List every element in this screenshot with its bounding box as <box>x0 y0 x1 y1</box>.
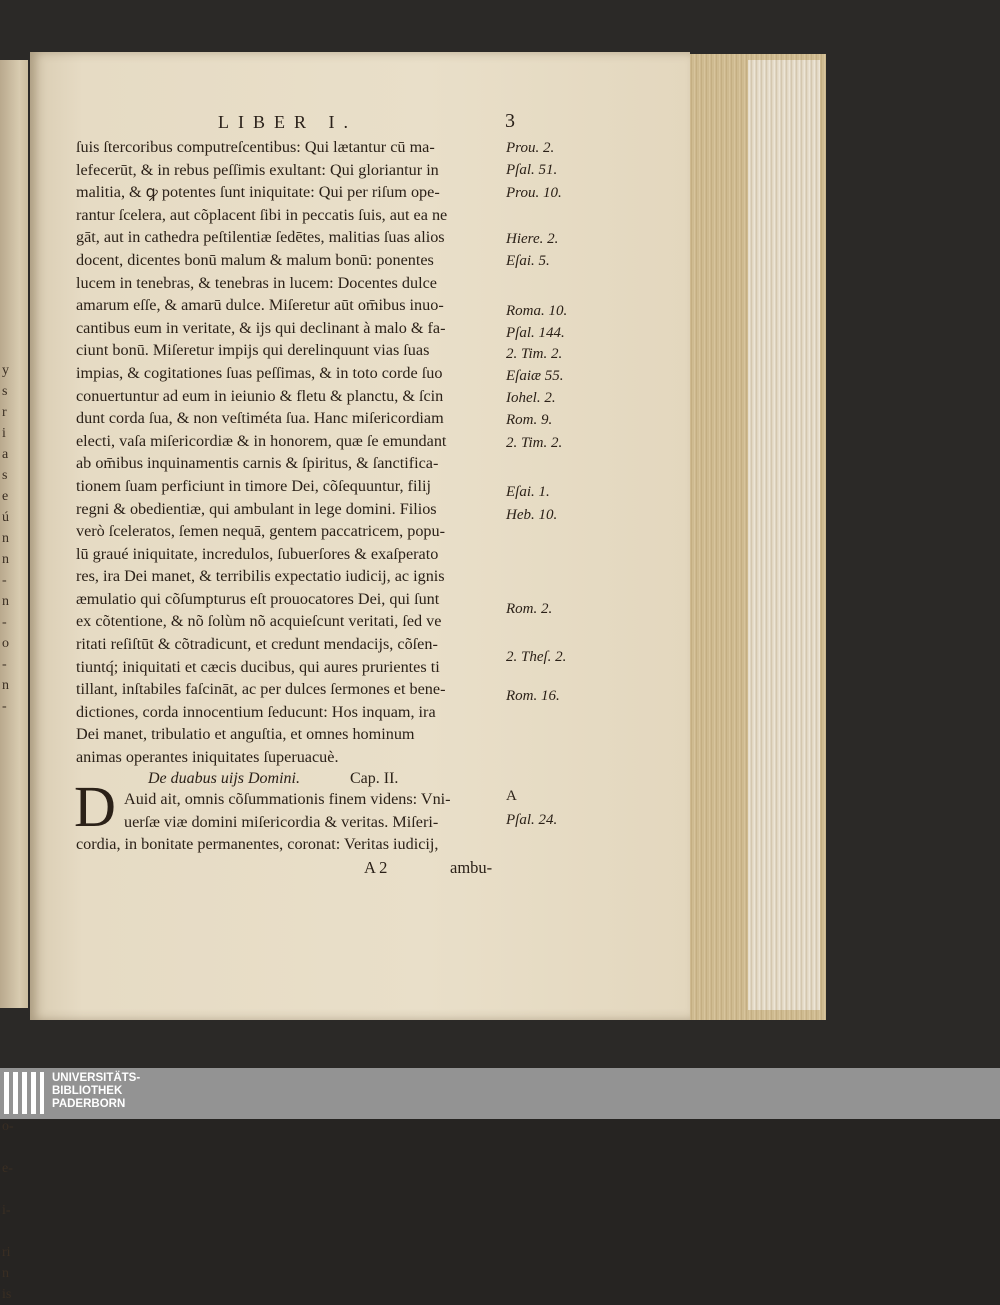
prev-page-fragment <box>2 1011 24 1032</box>
margin-note: 2. Theſ. 2. <box>506 649 567 665</box>
text-line: lucem in tenebras, & tenebras in lucem: Docentes dulce <box>76 273 437 292</box>
drop-capital: D <box>74 774 116 839</box>
text-line: ciunt bonū. Miſeretur impijs qui derelinquunt vias ſuas <box>76 341 430 360</box>
library-name-line-2: BIBLIOTHEK <box>52 1085 123 1097</box>
margin-note: Eſaiæ 55. <box>506 368 564 384</box>
margin-note: Pſal. 24. <box>506 812 558 828</box>
margin-note: Pſal. 51. <box>506 162 558 178</box>
chapter-title: De duabus uijs Domini. <box>148 770 300 787</box>
prev-page-fragment: - <box>2 657 7 672</box>
text-line: lefecerūt, & in rebus peſſimis exultant: Qui gloriantur in <box>76 160 439 179</box>
prev-page-fragment: n <box>2 678 9 693</box>
library-name <box>52 1072 140 1111</box>
text-line: conuertuntur ad eum in ieiunio & fletu & planctu, & ſcin <box>76 386 444 405</box>
text-line: verò ſceleratos, ſemen nequā, gentem paccatricem, popu- <box>76 522 445 541</box>
prev-page-fragment <box>2 759 24 780</box>
main-text-block <box>76 136 516 769</box>
text-line: dictiones, corda innocentium ſeducunt: Hos inquam, ira <box>76 702 436 721</box>
text-line: res, ira Dei manet, & terribilis expectatio iudicij, ac ignis <box>76 567 445 586</box>
prev-page-fragment: n <box>2 531 9 546</box>
chapter-heading <box>148 770 398 788</box>
chapter-text-line: cordia, in bonitate permanentes, coronat: Veritas iudicij, <box>76 835 439 854</box>
catchword: ambu- <box>450 858 493 877</box>
prev-page-fragment <box>2 843 24 864</box>
prev-page-fragment: - <box>2 573 7 588</box>
prev-page-fragment <box>2 1221 24 1242</box>
text-line: ritati reſiſtūt & cõtradicunt, et credunt mendacijs, cõſen- <box>76 635 438 654</box>
margin-note: Rom. 9. <box>506 412 553 428</box>
text-line: docent, dicentes bonū malum & malum bonū: ponentes <box>76 250 434 269</box>
prev-page-fragment: i <box>2 426 6 441</box>
library-name-line-3: PADERBORN <box>52 1098 126 1110</box>
prev-page-fragment <box>2 801 24 822</box>
text-line: tillant, inſtabiles faſcināt, ac per dulces ſermones et bene- <box>76 680 446 699</box>
prev-page-fragment: ri <box>2 1245 11 1260</box>
prev-page-fragment <box>2 1137 24 1158</box>
prev-page-fragment <box>2 1032 24 1053</box>
prev-page-fragment <box>2 906 24 927</box>
previous-page-text-fragments <box>2 360 24 1305</box>
text-line: lū graué iniquitate, incredulos, ſubuerſores & exaſperato <box>76 544 439 563</box>
prev-page-fragment <box>2 990 24 1011</box>
prev-page-fragment <box>2 780 24 801</box>
text-line: animas operantes iniquitates ſuperuacuè. <box>76 748 339 767</box>
prev-page-fragment: n <box>2 552 9 567</box>
margin-note: Rom. 2. <box>506 601 553 617</box>
page-number: 3 <box>505 110 515 132</box>
prev-page-fragment: - <box>2 699 7 714</box>
margin-note: Roma. 10. <box>506 303 568 319</box>
text-line: ex cõtentione, & nõ ſolùm nõ acquieſcunt veritati, ſed ve <box>76 612 442 631</box>
signature-mark: A 2 <box>364 858 388 877</box>
prev-page-fragment <box>2 927 24 948</box>
text-line: regni & obedientiæ, qui ambulant in lege domini. Filios <box>76 499 437 518</box>
text-line: tionem ſuam perficiunt in timore Dei, cõſequuntur, filij <box>76 476 431 495</box>
margin-note: Rom. 16. <box>506 688 560 704</box>
margin-note: Prou. 10. <box>506 185 562 201</box>
text-line: cantibus eum in veritate, & ijs qui declinant à malo & fa- <box>76 318 446 337</box>
chapter-number: Cap. II. <box>350 770 399 787</box>
prev-page-fragment: o <box>2 636 9 651</box>
prev-page-fragment <box>2 885 24 906</box>
prev-page-fragment <box>2 969 24 990</box>
text-line: gāt, aut in cathedra peſtilentiæ ſedētes, malitias ſuas alios <box>76 228 445 247</box>
prev-page-fragment: - <box>2 615 7 630</box>
prev-page-fragment: e <box>2 489 9 504</box>
margin-note: Eſai. 5. <box>506 253 550 269</box>
margin-note: Hiere. 2. <box>506 231 559 247</box>
margin-note: Prou. 2. <box>506 140 555 156</box>
margin-note: 2. Tim. 2. <box>506 346 563 362</box>
prev-page-fragment <box>2 1179 24 1200</box>
chapter-text-line: Auid ait, omnis cõſummationis finem videns: Vni- <box>124 790 451 808</box>
text-line: rantur ſcelera, aut cõplacent ſibi in peccatis ſuis, aut ea ne <box>76 205 448 224</box>
text-line: æmulatio qui cõſumpturus eſt prouocatores Dei, qui ſunt <box>76 589 440 608</box>
prev-page-fragment: s <box>2 468 8 483</box>
prev-page-fragment <box>2 822 24 843</box>
margin-note: Pſal. 144. <box>506 325 565 341</box>
previous-page-edge <box>0 60 28 1302</box>
text-line: ſuis ſtercoribus computreſcentibus: Qui lætantur cū ma- <box>76 138 435 156</box>
prev-page-fragment: a <box>2 447 9 462</box>
library-footer-bar <box>0 1068 1000 1119</box>
prev-page-fragment: r <box>2 405 7 420</box>
chapter-text-block <box>76 788 514 856</box>
margin-note: Heb. 10. <box>506 507 558 523</box>
prev-page-fragment <box>2 717 24 738</box>
text-line: tiuntq́; iniquitati et cæcis ducibus, qui aures prurientes ti <box>76 657 440 676</box>
text-line: dunt corda ſua, & non veſtiméta ſua. Hanc miſericordiam <box>76 409 444 428</box>
text-line: ab om̄ibus inquinamentis carnis & ſpiritus, & ſanctifica- <box>76 454 439 473</box>
margin-note: A <box>506 788 517 804</box>
prev-page-fragment <box>2 864 24 885</box>
book-fore-edge-light <box>748 60 820 1010</box>
text-line: Dei manet, tribulatio et anguſtia, et omnes hominum <box>76 725 415 744</box>
chapter-text-line: uerſæ viæ domini miſericordia & veritas. Miſeri- <box>124 812 439 831</box>
running-title: LIBER I. <box>218 112 357 132</box>
library-name-line-1: UNIVERSITÄTS- <box>52 1072 141 1084</box>
prev-page-fragment: e- <box>2 1161 13 1176</box>
text-line: electi, vaſa miſericordiæ & in honorem, quæ ſe emundant <box>76 431 447 450</box>
prev-page-fragment: s <box>2 384 8 399</box>
prev-page-fragment: y <box>2 363 9 378</box>
text-line: impias, & cogitationes ſuas peſſimas, & in toto corde ſuo <box>76 363 443 382</box>
text-line: malitia, & ꝙ potentes ſunt iniquitate: Qui per riſum ope- <box>76 183 440 202</box>
prev-page-fragment <box>2 738 24 759</box>
prev-page-fragment: o- <box>2 1119 14 1134</box>
prev-page-fragment: ú <box>2 510 9 525</box>
margin-note: Iohel. 2. <box>506 390 556 406</box>
prev-page-fragment: i- <box>2 1203 11 1218</box>
text-line: amarum eſſe, & amarū dulce. Miſeretur aūt om̄ibus inuo- <box>76 296 444 315</box>
prev-page-fragment: n <box>2 594 9 609</box>
prev-page-fragment: n <box>2 1266 9 1281</box>
margin-note: 2. Tim. 2. <box>506 435 563 451</box>
margin-note: Eſai. 1. <box>506 484 550 500</box>
prev-page-fragment <box>2 948 24 969</box>
library-logo-icon <box>4 1072 46 1114</box>
prev-page-fragment: is <box>2 1287 12 1302</box>
